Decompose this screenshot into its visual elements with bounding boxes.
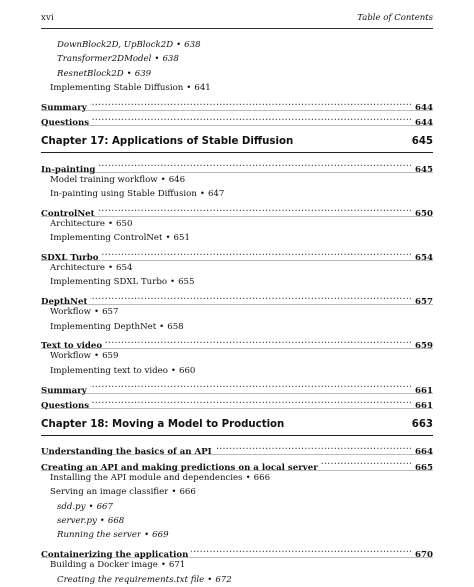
toc-subsection-entry[interactable]	[41, 261, 433, 275]
entry-page: 666	[253, 472, 271, 483]
entry-title: Running the server	[57, 530, 142, 541]
entry-title: Workflow	[50, 307, 92, 318]
toc-subsubsection-entry[interactable]	[41, 573, 433, 587]
entry-title: Text to video	[41, 341, 103, 352]
dot-leader	[92, 111, 411, 125]
bullet-separator: •	[94, 351, 100, 362]
dot-leader	[90, 96, 411, 110]
entry-page: 660	[179, 365, 196, 376]
entry-page: 638	[184, 40, 201, 50]
entry-page: 671	[168, 560, 186, 571]
bullet-separator: •	[160, 174, 166, 185]
chapter-page: 663	[411, 418, 433, 430]
bullet-separator: •	[160, 560, 166, 571]
chapter-title: Chapter 17: Applications of Stable Diffusion	[41, 136, 294, 148]
entry-title: Questions	[41, 118, 90, 129]
entry-page: 654	[415, 253, 433, 264]
page-number: xvi	[41, 13, 54, 23]
chapter-heading[interactable]	[41, 136, 433, 153]
entry-page: 668	[107, 515, 125, 526]
bullet-separator: •	[159, 321, 165, 332]
bullet-separator: •	[165, 233, 171, 244]
bullet-separator: •	[176, 40, 182, 50]
toc-section-entry[interactable]	[41, 96, 433, 111]
toc-subsubsection-entry[interactable]	[41, 67, 433, 81]
toc-subsection-entry[interactable]	[41, 471, 433, 485]
toc-subsection-entry[interactable]	[41, 305, 433, 319]
toc-subsection-entry[interactable]	[41, 187, 433, 201]
toc-subsubsection-entry[interactable]	[41, 52, 433, 66]
dot-leader	[90, 290, 411, 304]
bullet-separator: •	[126, 68, 132, 79]
dot-leader	[98, 157, 411, 171]
entry-title: DownBlock2D, UpBlock2D	[57, 40, 174, 50]
entry-title: SDXL Turbo	[41, 253, 99, 264]
toc-list	[41, 38, 433, 587]
chapter-title: Chapter 18: Moving a Model to Production	[41, 418, 285, 430]
entry-title: Questions	[41, 400, 90, 411]
chapter-heading[interactable]	[41, 419, 433, 436]
toc-section-entry[interactable]	[41, 394, 433, 409]
bullet-separator: •	[245, 472, 251, 483]
toc-subsubsection-entry[interactable]	[41, 528, 433, 542]
entry-page: 661	[415, 385, 433, 396]
entry-page: 641	[194, 83, 211, 94]
toc-subsection-entry[interactable]	[41, 231, 433, 245]
toc-subsubsection-entry[interactable]	[41, 38, 433, 52]
bullet-separator: •	[94, 307, 100, 318]
entry-title: Summary	[41, 385, 87, 396]
toc-section-entry[interactable]	[41, 290, 433, 308]
toc-subsubsection-entry[interactable]	[41, 514, 433, 528]
bullet-separator: •	[170, 277, 176, 288]
entry-page: 666	[179, 487, 196, 498]
entry-page: 644	[415, 102, 433, 113]
entry-title: Installing the API module and dependencies	[50, 472, 243, 483]
entry-title: Implementing Stable Diffusion	[50, 83, 184, 94]
entry-title: Implementing ControlNet	[50, 233, 163, 244]
entry-page: 670	[415, 550, 433, 561]
chapter-page: 645	[411, 136, 433, 148]
entry-title: Creating an API and making predictions on a local server	[41, 462, 318, 473]
entry-title: Implementing text to video	[50, 365, 168, 376]
entry-page: 659	[102, 351, 119, 362]
running-title: Table of Contents	[357, 13, 433, 23]
entry-title: DepthNet	[41, 297, 88, 308]
bullet-separator: •	[199, 189, 205, 200]
toc-section-entry[interactable]	[41, 455, 433, 473]
dot-leader	[321, 455, 411, 469]
entry-page: 638	[162, 54, 179, 65]
entry-title: Serving an image classifier	[50, 487, 169, 498]
bullet-separator: •	[171, 487, 177, 498]
toc-subsection-entry[interactable]	[41, 349, 433, 363]
entry-page: 647	[207, 189, 225, 200]
dot-leader	[215, 440, 411, 454]
entry-page: 661	[415, 400, 433, 411]
entry-title: Architecture	[50, 218, 105, 229]
entry-page: 644	[415, 118, 433, 129]
toc-subsection-entry[interactable]	[41, 81, 433, 95]
toc-subsection-entry[interactable]	[41, 275, 433, 289]
entry-title: Implementing DepthNet	[50, 321, 157, 332]
toc-section-entry[interactable]	[41, 202, 433, 217]
toc-section-entry[interactable]	[41, 157, 433, 175]
toc-subsection-entry[interactable]	[41, 558, 433, 572]
entry-page: 654	[116, 263, 133, 274]
bullet-separator: •	[154, 54, 160, 65]
header-rule	[41, 28, 433, 29]
entry-title: ResnetBlock2D	[57, 68, 124, 79]
toc-section-entry[interactable]	[41, 334, 433, 352]
entry-title: Summary	[41, 102, 87, 113]
entry-page: 657	[102, 307, 119, 318]
dot-leader	[105, 334, 411, 348]
toc-section-entry[interactable]	[41, 543, 433, 561]
entry-page: 657	[415, 297, 433, 308]
toc-subsection-entry[interactable]	[41, 485, 433, 499]
entry-page: 672	[215, 574, 232, 585]
entry-title: server.py	[57, 515, 97, 526]
toc-subsubsection-entry[interactable]	[41, 500, 433, 514]
entry-page: 658	[167, 321, 184, 332]
entry-page: 665	[415, 462, 433, 473]
entry-title: Transformer2DModel	[57, 54, 152, 65]
toc-subsection-entry[interactable]	[41, 217, 433, 231]
bullet-separator: •	[144, 530, 150, 541]
bullet-separator: •	[99, 515, 105, 526]
page-header	[41, 10, 433, 28]
bullet-separator: •	[186, 83, 192, 94]
dot-leader	[92, 394, 411, 408]
entry-page: 667	[96, 501, 113, 512]
bullet-separator: •	[170, 365, 176, 376]
toc-subsection-entry[interactable]	[41, 320, 433, 334]
entry-title: sdd.py	[57, 501, 86, 512]
entry-page: 651	[173, 233, 190, 244]
entry-page: 645	[415, 164, 433, 175]
entry-page: 650	[415, 208, 433, 219]
entry-title: In-painting	[41, 164, 96, 175]
bullet-separator: •	[207, 574, 213, 585]
entry-title: ControlNet	[41, 208, 95, 219]
dot-leader	[191, 543, 411, 557]
entry-page: 639	[134, 68, 152, 79]
bullet-separator: •	[107, 263, 114, 274]
bullet-separator: •	[88, 501, 94, 512]
entry-title: In-painting using Stable Diffusion	[50, 189, 197, 200]
toc-section-entry[interactable]	[41, 440, 433, 458]
entry-title: Building a Docker image	[50, 560, 158, 571]
entry-page: 650	[116, 218, 133, 229]
entry-title: Understanding the basics of an API	[41, 447, 212, 458]
entry-title: Model training workflow	[50, 174, 158, 185]
entry-page: 664	[415, 447, 433, 458]
toc-section-entry[interactable]	[41, 111, 433, 129]
dot-leader	[101, 246, 411, 260]
toc-section-entry[interactable]	[41, 378, 433, 396]
entry-title: Workflow	[50, 351, 92, 362]
bullet-separator: •	[107, 218, 114, 229]
toc-section-entry[interactable]	[41, 246, 433, 264]
entry-title: Architecture	[50, 263, 105, 274]
entry-page: 646	[168, 174, 186, 185]
toc-subsection-entry[interactable]	[41, 364, 433, 378]
entry-title: Creating the requirements.txt file	[57, 574, 205, 585]
entry-title: Implementing SDXL Turbo	[50, 277, 168, 288]
dot-leader	[98, 202, 411, 216]
entry-title: Containerizing the application	[41, 550, 189, 561]
entry-page: 655	[178, 277, 195, 288]
entry-page: 669	[152, 530, 169, 541]
toc-subsection-entry[interactable]	[41, 173, 433, 187]
dot-leader	[90, 378, 411, 392]
entry-page: 659	[415, 341, 433, 352]
